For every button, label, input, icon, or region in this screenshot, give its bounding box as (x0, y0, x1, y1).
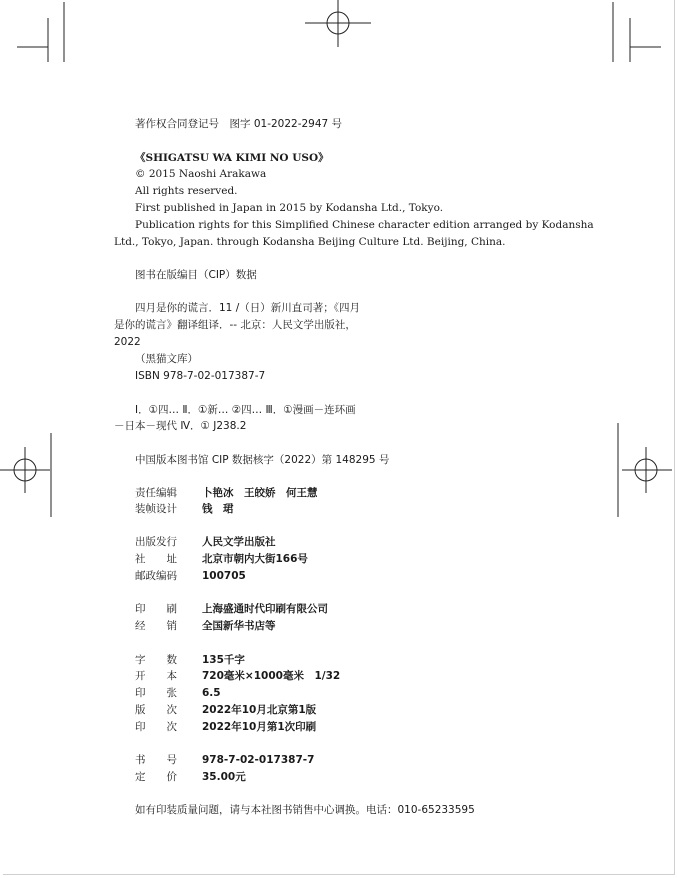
cip-classification-1: Ⅰ．①四… Ⅱ．①新… ②四… Ⅲ．①漫画－连环画 (135, 404, 356, 416)
distributor-label: 经 销 (135, 620, 177, 632)
cip-isbn: ISBN 978-7-02-017387-7 (135, 370, 266, 382)
isbn-value: 978-7-02-017387-7 (202, 754, 315, 766)
footer-note: 如有印装质量问题，请与本社图书销售中心调换。电话：010-65233595 (135, 804, 475, 816)
address-value: 北京市朝内大街166号 (202, 553, 308, 565)
postcode-label: 邮政编码 (135, 570, 177, 582)
price-value: 35.00元 (202, 771, 246, 783)
original-copyright: © 2015 Naoshi Arakawa (135, 168, 267, 180)
spec-value: 6.5 (202, 687, 221, 699)
publication-rights-line-2: Ltd., Tokyo, Japan. through Kodansha Beijing Culture Ltd. Beijing, China. (114, 236, 506, 248)
isbn-label: 书 号 (135, 754, 177, 766)
credit-label: 装帧设计 (135, 503, 177, 515)
spec-value: 720毫米×1000毫米 1/32 (202, 670, 341, 682)
publication-rights-line-1: Publication rights for this Simplified Chinese character edition arranged by Kodansha (135, 219, 594, 231)
first-published: First published in Japan in 2015 by Kodansha Ltd., Tokyo. (135, 202, 444, 214)
spec-label: 版 次 (135, 704, 177, 716)
cip-library-number: 中国版本图书馆 CIP 数据核字（2022）第 148295 号 (135, 454, 390, 466)
copyright-registration: 著作权合同登记号 图字 01-2022-2947 号 (135, 118, 343, 130)
distributor-value: 全国新华书店等 (202, 620, 276, 632)
credit-value: 卜艳冰 王皎娇 何王慧 (202, 487, 318, 499)
credit-label: 责任编辑 (135, 487, 177, 499)
price-label: 定 价 (135, 771, 177, 783)
spec-value: 135千字 (202, 654, 245, 666)
cip-line-2: 是你的谎言》翻译组译．-- 北京：人民文学出版社， (114, 319, 356, 331)
cip-series: （黑猫文库） (135, 353, 198, 365)
cip-heading: 图书在版编目（CIP）数据 (135, 269, 257, 281)
spec-value: 2022年10月北京第1版 (202, 704, 317, 716)
address-label: 社 址 (135, 553, 177, 565)
credit-value: 钱 珺 (202, 503, 234, 515)
printer-value: 上海盛通时代印刷有限公司 (202, 603, 328, 615)
rights-reserved: All rights reserved. (135, 185, 238, 197)
publisher-value: 人民文学出版社 (202, 536, 276, 548)
spec-label: 印 张 (135, 687, 177, 699)
printer-label: 印 刷 (135, 603, 177, 615)
spec-label: 印 次 (135, 721, 177, 733)
spec-label: 开 本 (135, 670, 177, 682)
publisher-label: 出版发行 (135, 536, 177, 548)
original-title: 《SHIGATSU WA KIMI NO USO》 (135, 152, 329, 164)
cip-classification-2: －日本－现代 Ⅳ．① J238.2 (114, 420, 247, 432)
spec-value: 2022年10月第1次印刷 (202, 721, 317, 733)
postcode-value: 100705 (202, 570, 246, 582)
cip-line-3: 2022 (114, 336, 141, 348)
cip-line-1: 四月是你的谎言．11 /（日）新川直司著；《四月 (135, 302, 360, 314)
spec-label: 字 数 (135, 654, 177, 666)
